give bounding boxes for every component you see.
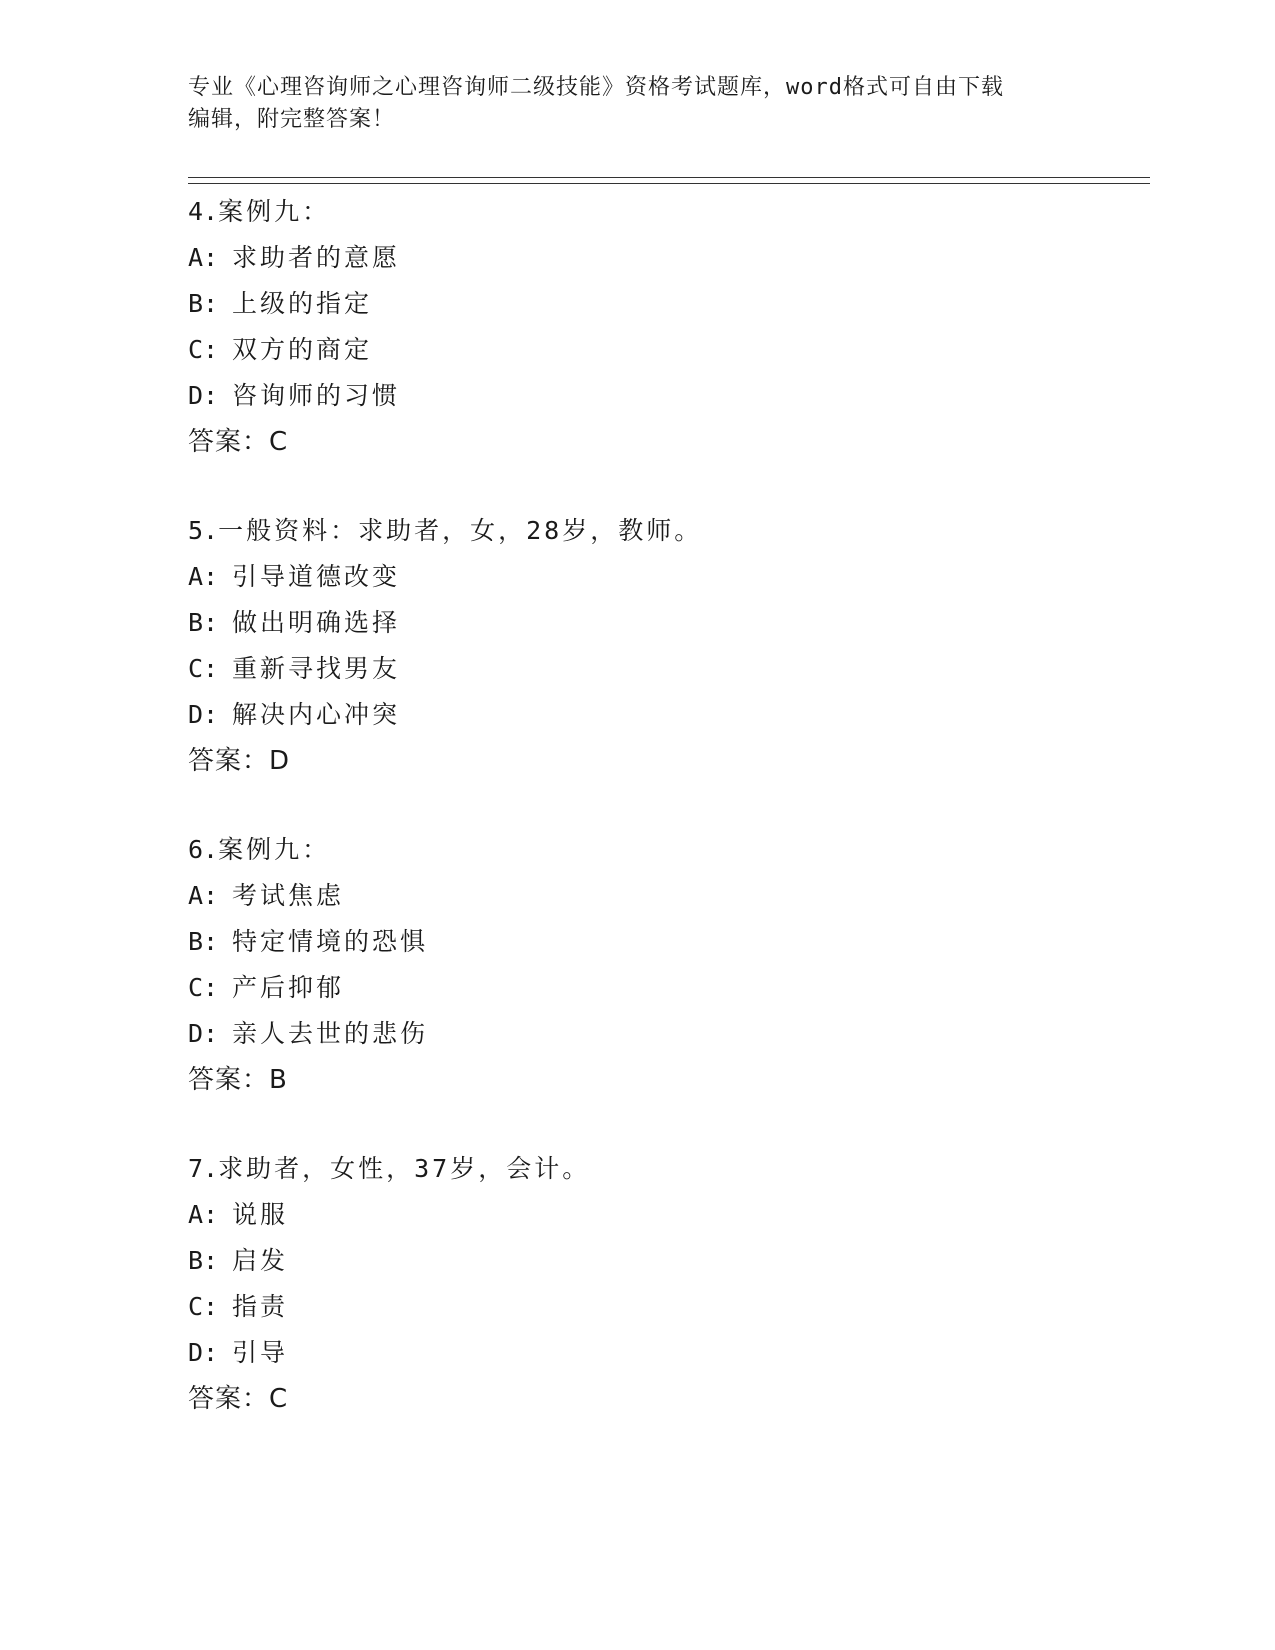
option-letter: C: [188, 335, 219, 364]
option-letter: D: [188, 700, 219, 729]
option-text: 考试焦虑 [232, 881, 345, 910]
option-c [188, 646, 1148, 692]
question-number: 5. [188, 516, 219, 545]
document-header [188, 72, 1088, 136]
option-text: 亲人去世的悲伤 [232, 1019, 429, 1048]
header-line-1: 专业《心理咨询师之心理咨询师二级技能》资格考试题库，word格式可自由下载 [188, 75, 1004, 100]
option-text: 说服 [232, 1200, 289, 1229]
option-text: 特定情境的恐惧 [232, 927, 429, 956]
question-number: 4. [188, 197, 219, 226]
option-letter: B: [188, 608, 219, 637]
option-text: 咨询师的习惯 [232, 381, 401, 410]
option-text: 引导 [232, 1338, 289, 1367]
option-d [188, 373, 1148, 419]
answer-line: 答案：C [188, 1384, 289, 1414]
question-title [188, 189, 1148, 235]
option-letter: B: [188, 927, 219, 956]
option-text: 重新寻找男友 [232, 654, 401, 683]
option-b [188, 919, 1148, 965]
option-b [188, 1238, 1148, 1284]
option-c [188, 965, 1148, 1011]
answer-line: 答案：D [188, 746, 291, 776]
question-text: 案例九： [218, 835, 331, 864]
option-d [188, 1011, 1148, 1057]
option-d [188, 692, 1148, 738]
question-list [188, 189, 1148, 1465]
question-title [188, 827, 1148, 873]
option-text: 启发 [232, 1246, 289, 1275]
option-a [188, 235, 1148, 281]
header-divider-bottom [188, 183, 1150, 184]
option-letter: C: [188, 654, 219, 683]
option-letter: A: [188, 1200, 219, 1229]
option-letter: D: [188, 1019, 219, 1048]
option-letter: A: [188, 562, 219, 591]
option-letter: A: [188, 881, 219, 910]
option-text: 双方的商定 [232, 335, 373, 364]
option-letter: D: [188, 1338, 219, 1367]
option-a [188, 554, 1148, 600]
option-letter: B: [188, 289, 219, 318]
option-a [188, 1192, 1148, 1238]
question-number: 6. [188, 835, 219, 864]
option-text: 求助者的意愿 [232, 243, 401, 272]
question-title [188, 508, 1148, 554]
question-6 [188, 827, 1148, 1146]
question-number: 7. [188, 1154, 219, 1183]
option-c [188, 327, 1148, 373]
question-text: 求助者，女性，37岁，会计。 [218, 1154, 591, 1183]
option-letter: D: [188, 381, 219, 410]
question-7 [188, 1146, 1148, 1465]
option-b [188, 281, 1148, 327]
option-letter: A: [188, 243, 219, 272]
question-title [188, 1146, 1148, 1192]
answer-line: 答案：C [188, 427, 289, 457]
header-line-2: 编辑，附完整答案！ [188, 107, 396, 132]
option-text: 指责 [232, 1292, 289, 1321]
option-a [188, 873, 1148, 919]
question-text: 案例九： [218, 197, 331, 226]
option-letter: C: [188, 1292, 219, 1321]
question-4 [188, 189, 1148, 508]
option-letter: C: [188, 973, 219, 1002]
option-d [188, 1330, 1148, 1376]
option-text: 引导道德改变 [232, 562, 401, 591]
question-5 [188, 508, 1148, 827]
option-b [188, 600, 1148, 646]
option-text: 解决内心冲突 [232, 700, 401, 729]
option-c [188, 1284, 1148, 1330]
option-text: 上级的指定 [232, 289, 373, 318]
option-letter: B: [188, 1246, 219, 1275]
header-divider-top [188, 177, 1150, 178]
option-text: 做出明确选择 [232, 608, 401, 637]
option-text: 产后抑郁 [232, 973, 345, 1002]
question-text: 一般资料：求助者，女，28岁，教师。 [218, 516, 703, 545]
answer-line: 答案：B [188, 1065, 288, 1095]
